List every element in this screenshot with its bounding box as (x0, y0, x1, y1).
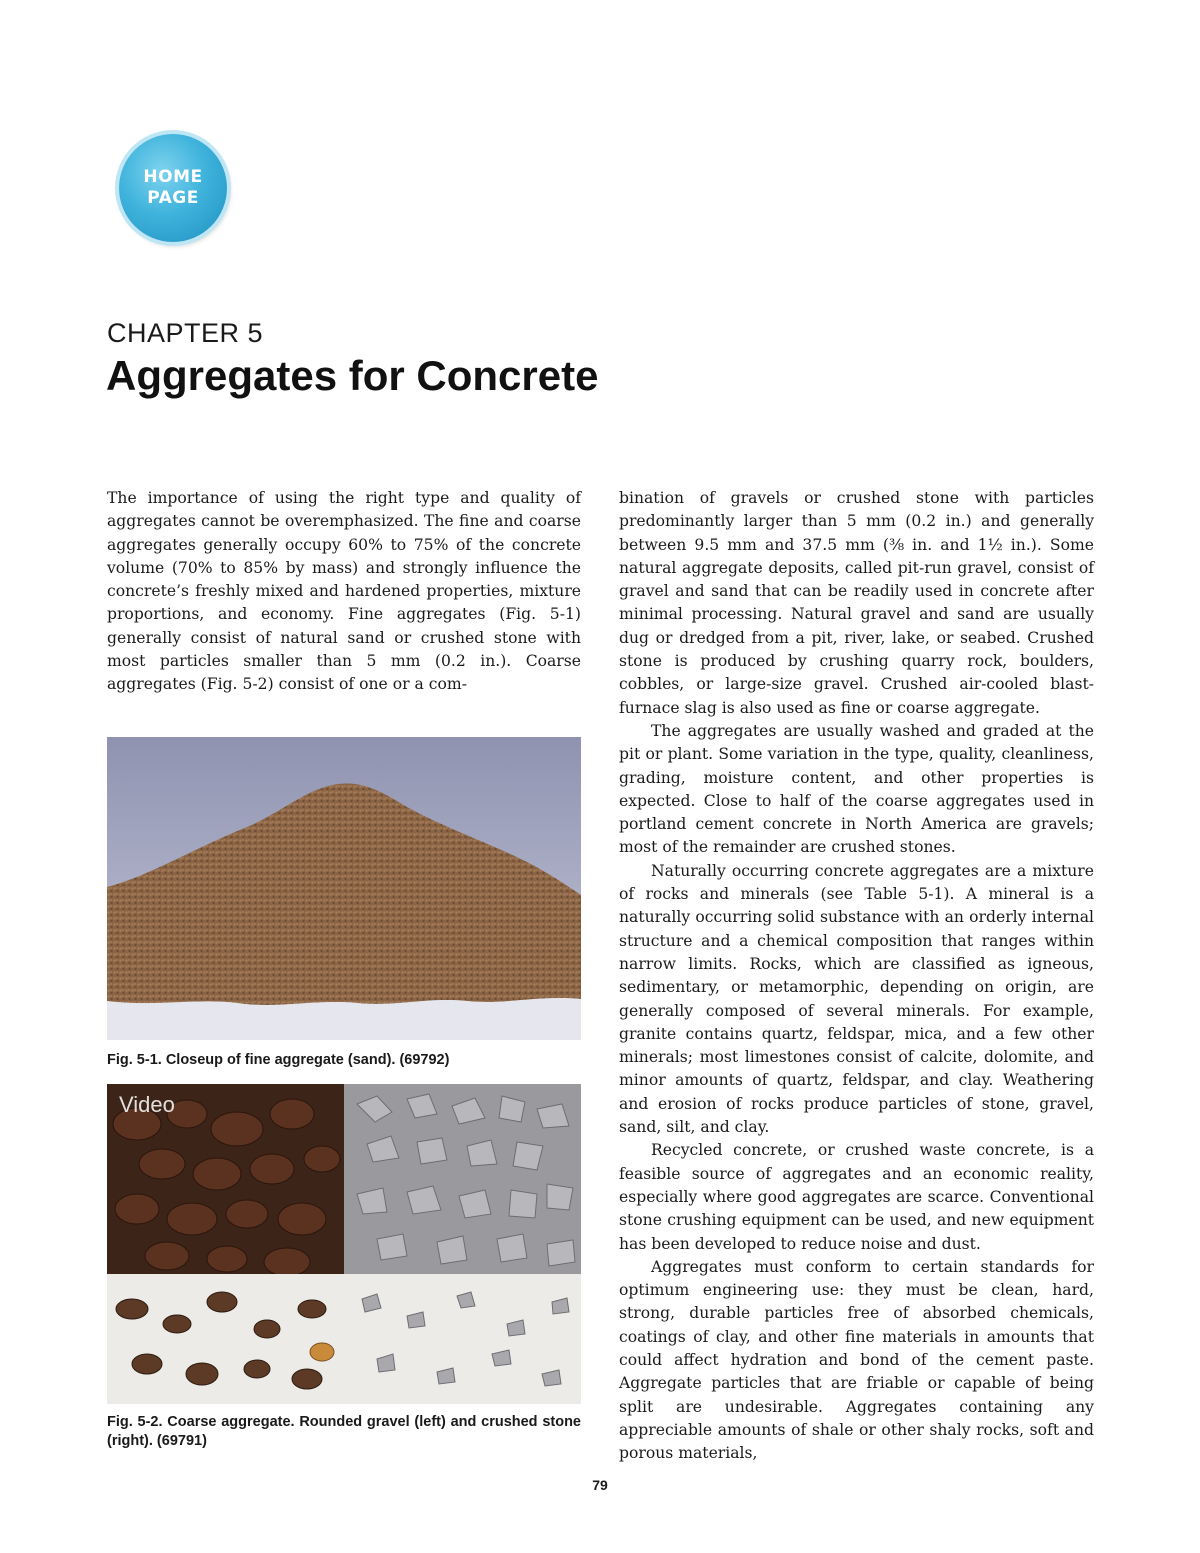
paragraph-recycled-concrete: Recycled concrete, or crushed waste concrete, is a feasible source of aggregates and an economic reality, especially where good aggregates are scarce. Conventional stone crushing equipment can be used, and new equipment has been developed to reduce noise and dust. (619, 1141, 1094, 1253)
chapter-title: Aggregates for Concrete (106, 352, 599, 399)
sand-pile-image (107, 737, 581, 1040)
video-link[interactable]: Video (119, 1092, 175, 1117)
page-number: 79 (592, 1477, 608, 1493)
left-column (107, 487, 581, 697)
chapter-label: CHAPTER 5 (107, 318, 264, 348)
paragraph-gravels: bination of gravels or crushed stone with particles predominantly larger than 5 mm (0.2 in.) and generally between 9.5 mm and 37.5 mm (⅜ in. and 1½ in.). Some natural aggregate deposits, called pit-run gravel, consist of gravel and sand that can be readily used in concrete after minimal processing. Natural gravel and sand are usually dug or dredged from a pit, river, lake, or seabed. Crushed stone is produced by crushing quarry rock, boulders, cobbles, or large-size gravel. Crushed air-cooled blast-furnace slag is also used as fine or coarse aggregate. (619, 489, 1094, 717)
figure-5-2-caption: Fig. 5-2. Coarse aggregate. Rounded gravel (left) and crushed stone (right). (69791) (107, 1414, 581, 1449)
intro-paragraph: The importance of using the right type and quality of aggregates cannot be overemphasized. The fine and coarse aggregates generally occupy 60% to 75% of the concrete volume (70% to 85% by mass) and strongly influence the concrete’s freshly mixed and hardened properties, mixture proportions, and economy. Fine aggregates (Fig. 5-1) generally consist of natural sand or crushed stone with most particles smaller than 5 mm (0.2 in.). Coarse aggregates (Fig. 5-2) consist of one or a com- (107, 489, 581, 694)
gravel-image (107, 1084, 581, 1404)
paragraph-rocks-minerals: Naturally occurring concrete aggregates are a mixture of rocks and minerals (see Table 5-1). A mineral is a naturally occurring solid substance with an orderly internal structure and a chemical composition that ranges within narrow limits. Rocks, which are classified as igneous, sedimentary, or metamorphic, depending on origin, are generally composed of several minerals. For example, granite contains quartz, feldspar, mica, and a few other minerals; most limestones consist of calcite, dolomite, and minor amounts of quartz, feldspar, and clay. Weathering and erosion of rocks produce particles of stone, gravel, sand, silt, and clay. (619, 861, 1094, 1137)
paragraph-standards: Aggregates must conform to certain standards for optimum engineering use: they must be clean, hard, strong, durable particles free of absorbed chemicals, coatings of clay, and other fine materials in amounts that could affect hydration and bond of the cement paste. Aggregate particles that are friable or capable of being split are undesirable. Aggregates containing any appreciable amounts of shale or other shaly rocks, soft and porous materials, (619, 1257, 1094, 1463)
figure-coarse-aggregate (107, 1084, 581, 1404)
home-button-line1: HOME (143, 167, 203, 187)
home-button-line2: PAGE (147, 188, 199, 208)
right-column (619, 487, 1094, 1465)
figure-5-1-caption: Fig. 5-1. Closeup of fine aggregate (sand). (69792) (107, 1052, 450, 1068)
home-page-button[interactable] (119, 134, 227, 242)
figure-fine-aggregate (107, 737, 581, 1040)
paragraph-washed-graded: The aggregates are usually washed and graded at the pit or plant. Some variation in the type, quality, cleanliness, grading, moisture content, and other properties is expected. Close to half of the coarse aggregates used in portland cement concrete in North America are gravels; most of the remainder are crushed stones. (619, 721, 1094, 857)
